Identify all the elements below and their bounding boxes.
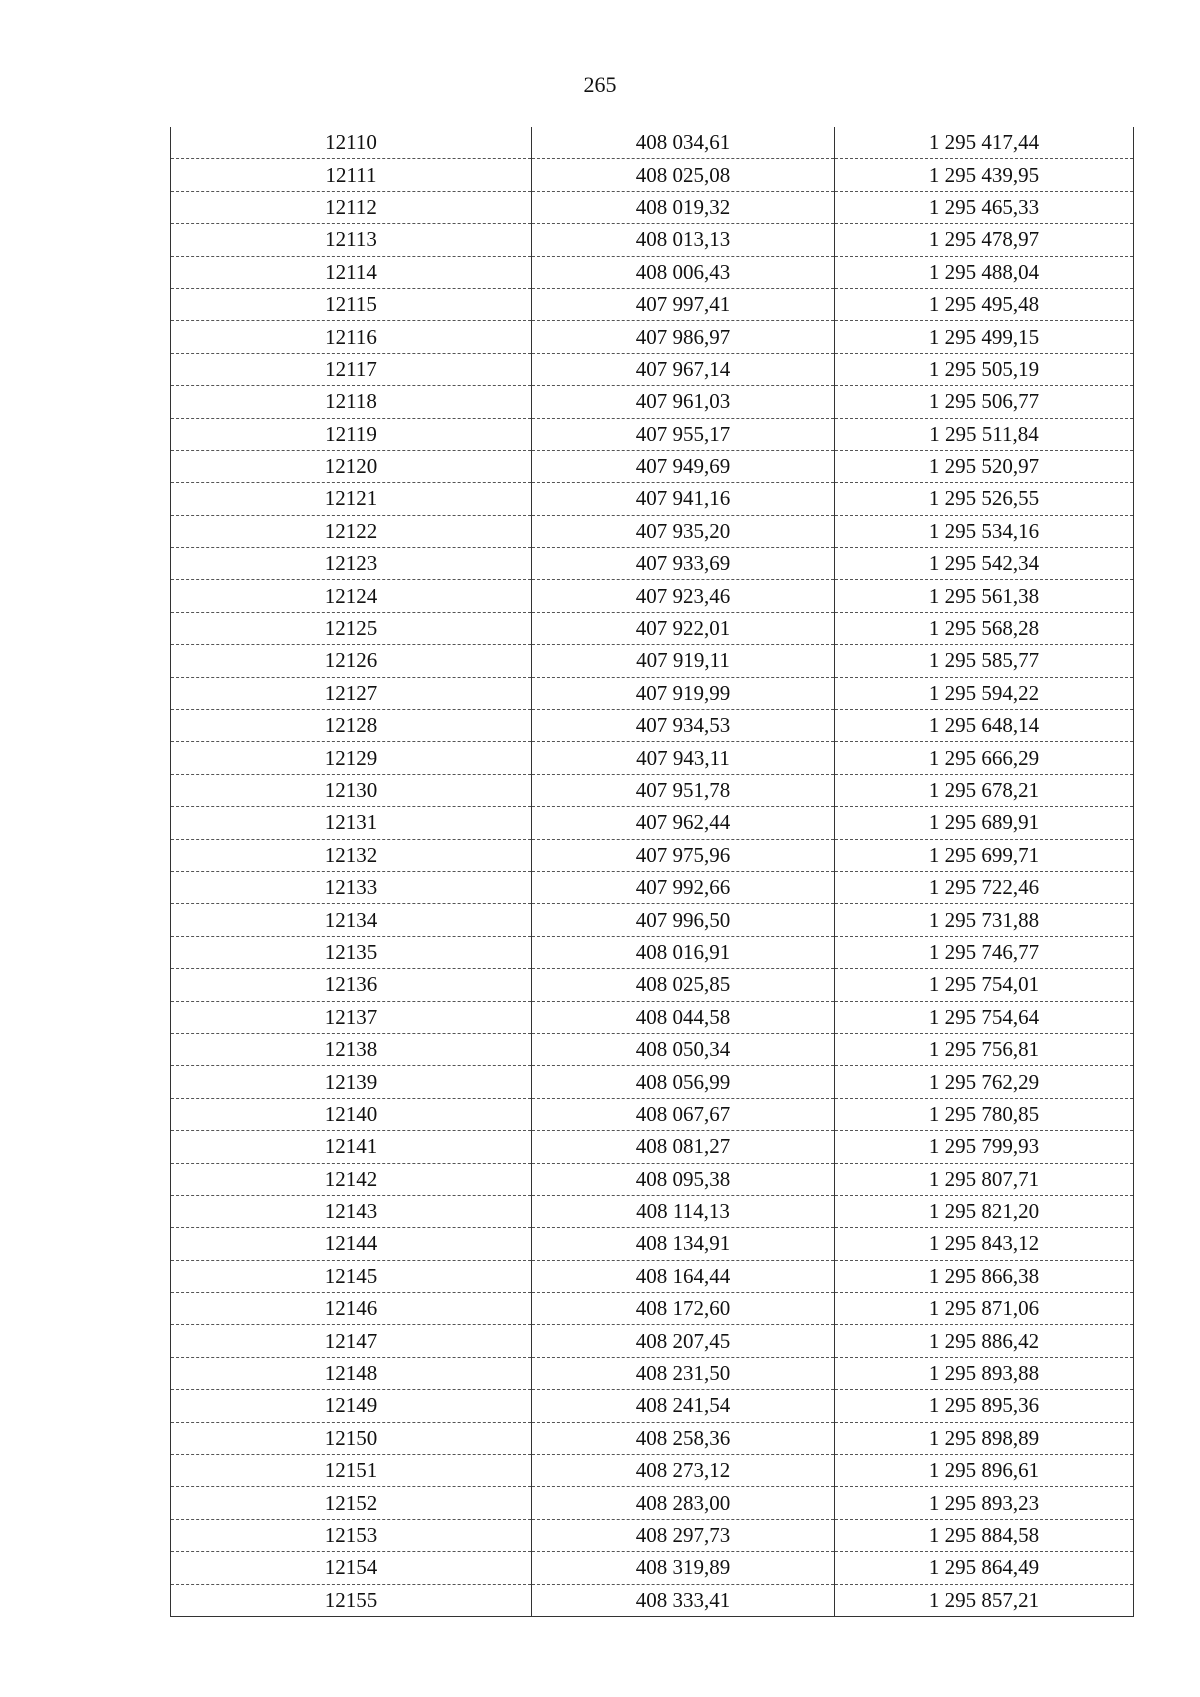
- y-coordinate-cell: 1 295 754,64: [835, 1001, 1134, 1033]
- x-coordinate-cell: 408 164,44: [532, 1260, 835, 1292]
- x-coordinate-cell: 408 025,08: [532, 159, 835, 191]
- point-number-cell: 12118: [171, 386, 532, 418]
- point-number-cell: 12134: [171, 904, 532, 936]
- y-coordinate-cell: 1 295 754,01: [835, 969, 1134, 1001]
- point-number-cell: 12125: [171, 612, 532, 644]
- x-coordinate-cell: 408 134,91: [532, 1228, 835, 1260]
- table-row: [171, 969, 1134, 1001]
- point-number-cell: 12124: [171, 580, 532, 612]
- x-coordinate-cell: 407 923,46: [532, 580, 835, 612]
- point-number-cell: 12139: [171, 1066, 532, 1098]
- point-number-cell: 12112: [171, 191, 532, 223]
- point-number-cell: 12141: [171, 1131, 532, 1163]
- point-number-cell: 12121: [171, 483, 532, 515]
- y-coordinate-cell: 1 295 866,38: [835, 1260, 1134, 1292]
- point-number-cell: 12115: [171, 288, 532, 320]
- x-coordinate-cell: 407 961,03: [532, 386, 835, 418]
- x-coordinate-cell: 408 019,32: [532, 191, 835, 223]
- point-number-cell: 12122: [171, 515, 532, 547]
- table-row: [171, 1357, 1134, 1389]
- y-coordinate-cell: 1 295 499,15: [835, 321, 1134, 353]
- x-coordinate-cell: 408 016,91: [532, 936, 835, 968]
- point-number-cell: 12153: [171, 1519, 532, 1551]
- x-coordinate-cell: 407 962,44: [532, 807, 835, 839]
- x-coordinate-cell: 408 095,38: [532, 1163, 835, 1195]
- point-number-cell: 12152: [171, 1487, 532, 1519]
- x-coordinate-cell: 408 207,45: [532, 1325, 835, 1357]
- y-coordinate-cell: 1 295 699,71: [835, 839, 1134, 871]
- x-coordinate-cell: 408 273,12: [532, 1455, 835, 1487]
- point-number-cell: 12147: [171, 1325, 532, 1357]
- point-number-cell: 12111: [171, 159, 532, 191]
- coordinates-table: [170, 127, 1134, 1617]
- table-row: [171, 515, 1134, 547]
- y-coordinate-cell: 1 295 864,49: [835, 1552, 1134, 1584]
- point-number-cell: 12132: [171, 839, 532, 871]
- table-row: [171, 1552, 1134, 1584]
- point-number-cell: 12136: [171, 969, 532, 1001]
- x-coordinate-cell: 408 006,43: [532, 256, 835, 288]
- table-row: [171, 548, 1134, 580]
- y-coordinate-cell: 1 295 561,38: [835, 580, 1134, 612]
- table-row: [171, 1519, 1134, 1551]
- y-coordinate-cell: 1 295 478,97: [835, 224, 1134, 256]
- y-coordinate-cell: 1 295 666,29: [835, 742, 1134, 774]
- table-row: [171, 321, 1134, 353]
- y-coordinate-cell: 1 295 895,36: [835, 1390, 1134, 1422]
- x-coordinate-cell: 407 935,20: [532, 515, 835, 547]
- y-coordinate-cell: 1 295 585,77: [835, 645, 1134, 677]
- x-coordinate-cell: 408 319,89: [532, 1552, 835, 1584]
- x-coordinate-cell: 407 934,53: [532, 710, 835, 742]
- point-number-cell: 12114: [171, 256, 532, 288]
- y-coordinate-cell: 1 295 884,58: [835, 1519, 1134, 1551]
- table-row: [171, 1293, 1134, 1325]
- y-coordinate-cell: 1 295 896,61: [835, 1455, 1134, 1487]
- table-row: [171, 1033, 1134, 1065]
- y-coordinate-cell: 1 295 417,44: [835, 127, 1134, 159]
- x-coordinate-cell: 408 241,54: [532, 1390, 835, 1422]
- point-number-cell: 12154: [171, 1552, 532, 1584]
- table-row: [171, 1001, 1134, 1033]
- y-coordinate-cell: 1 295 857,21: [835, 1584, 1134, 1616]
- table-row: [171, 612, 1134, 644]
- y-coordinate-cell: 1 295 511,84: [835, 418, 1134, 450]
- point-number-cell: 12149: [171, 1390, 532, 1422]
- y-coordinate-cell: 1 295 594,22: [835, 677, 1134, 709]
- table-row: [171, 256, 1134, 288]
- table-row: [171, 839, 1134, 871]
- y-coordinate-cell: 1 295 488,04: [835, 256, 1134, 288]
- point-number-cell: 12133: [171, 871, 532, 903]
- point-number-cell: 12128: [171, 710, 532, 742]
- table-row: [171, 386, 1134, 418]
- x-coordinate-cell: 407 949,69: [532, 450, 835, 482]
- x-coordinate-cell: 407 955,17: [532, 418, 835, 450]
- point-number-cell: 12150: [171, 1422, 532, 1454]
- x-coordinate-cell: 408 034,61: [532, 127, 835, 159]
- y-coordinate-cell: 1 295 762,29: [835, 1066, 1134, 1098]
- point-number-cell: 12127: [171, 677, 532, 709]
- x-coordinate-cell: 407 919,99: [532, 677, 835, 709]
- point-number-cell: 12140: [171, 1098, 532, 1130]
- point-number-cell: 12138: [171, 1033, 532, 1065]
- y-coordinate-cell: 1 295 505,19: [835, 353, 1134, 385]
- x-coordinate-cell: 408 013,13: [532, 224, 835, 256]
- table-row: [171, 1487, 1134, 1519]
- table-row: [171, 1066, 1134, 1098]
- point-number-cell: 12116: [171, 321, 532, 353]
- x-coordinate-cell: 408 050,34: [532, 1033, 835, 1065]
- y-coordinate-cell: 1 295 534,16: [835, 515, 1134, 547]
- y-coordinate-cell: 1 295 495,48: [835, 288, 1134, 320]
- point-number-cell: 12123: [171, 548, 532, 580]
- x-coordinate-cell: 407 922,01: [532, 612, 835, 644]
- x-coordinate-cell: 407 997,41: [532, 288, 835, 320]
- table-row: [171, 1390, 1134, 1422]
- y-coordinate-cell: 1 295 506,77: [835, 386, 1134, 418]
- table-row: [171, 580, 1134, 612]
- y-coordinate-cell: 1 295 731,88: [835, 904, 1134, 936]
- y-coordinate-cell: 1 295 821,20: [835, 1195, 1134, 1227]
- y-coordinate-cell: 1 295 886,42: [835, 1325, 1134, 1357]
- point-number-cell: 12126: [171, 645, 532, 677]
- table-row: [171, 288, 1134, 320]
- table-row: [171, 871, 1134, 903]
- x-coordinate-cell: 408 231,50: [532, 1357, 835, 1389]
- point-number-cell: 12117: [171, 353, 532, 385]
- table-row: [171, 224, 1134, 256]
- point-number-cell: 12142: [171, 1163, 532, 1195]
- point-number-cell: 12143: [171, 1195, 532, 1227]
- table-row: [171, 904, 1134, 936]
- y-coordinate-cell: 1 295 465,33: [835, 191, 1134, 223]
- table-row: [171, 1195, 1134, 1227]
- table-row: [171, 1228, 1134, 1260]
- table-row: [171, 1584, 1134, 1616]
- table-row: [171, 1131, 1134, 1163]
- point-number-cell: 12119: [171, 418, 532, 450]
- x-coordinate-cell: 408 044,58: [532, 1001, 835, 1033]
- table-row: [171, 645, 1134, 677]
- table-row: [171, 1455, 1134, 1487]
- x-coordinate-cell: 408 081,27: [532, 1131, 835, 1163]
- x-coordinate-cell: 407 986,97: [532, 321, 835, 353]
- y-coordinate-cell: 1 295 843,12: [835, 1228, 1134, 1260]
- table-row: [171, 1098, 1134, 1130]
- point-number-cell: 12145: [171, 1260, 532, 1292]
- y-coordinate-cell: 1 295 722,46: [835, 871, 1134, 903]
- y-coordinate-cell: 1 295 807,71: [835, 1163, 1134, 1195]
- point-number-cell: 12120: [171, 450, 532, 482]
- y-coordinate-cell: 1 295 689,91: [835, 807, 1134, 839]
- table-row: [171, 1422, 1134, 1454]
- point-number-cell: 12129: [171, 742, 532, 774]
- x-coordinate-cell: 407 967,14: [532, 353, 835, 385]
- point-number-cell: 12151: [171, 1455, 532, 1487]
- table-row: [171, 159, 1134, 191]
- x-coordinate-cell: 407 992,66: [532, 871, 835, 903]
- table-row: [171, 1325, 1134, 1357]
- x-coordinate-cell: 407 919,11: [532, 645, 835, 677]
- y-coordinate-cell: 1 295 568,28: [835, 612, 1134, 644]
- y-coordinate-cell: 1 295 526,55: [835, 483, 1134, 515]
- y-coordinate-cell: 1 295 756,81: [835, 1033, 1134, 1065]
- x-coordinate-cell: 408 258,36: [532, 1422, 835, 1454]
- y-coordinate-cell: 1 295 871,06: [835, 1293, 1134, 1325]
- x-coordinate-cell: 407 943,11: [532, 742, 835, 774]
- x-coordinate-cell: 407 975,96: [532, 839, 835, 871]
- point-number-cell: 12148: [171, 1357, 532, 1389]
- table-row: [171, 807, 1134, 839]
- point-number-cell: 12135: [171, 936, 532, 968]
- point-number-cell: 12144: [171, 1228, 532, 1260]
- y-coordinate-cell: 1 295 893,88: [835, 1357, 1134, 1389]
- table-row: [171, 418, 1134, 450]
- table-row: [171, 1163, 1134, 1195]
- y-coordinate-cell: 1 295 542,34: [835, 548, 1134, 580]
- x-coordinate-cell: 408 114,13: [532, 1195, 835, 1227]
- point-number-cell: 12110: [171, 127, 532, 159]
- point-number-cell: 12113: [171, 224, 532, 256]
- y-coordinate-cell: 1 295 520,97: [835, 450, 1134, 482]
- x-coordinate-cell: 407 951,78: [532, 774, 835, 806]
- x-coordinate-cell: 408 297,73: [532, 1519, 835, 1551]
- point-number-cell: 12137: [171, 1001, 532, 1033]
- table-row: [171, 127, 1134, 159]
- point-number-cell: 12146: [171, 1293, 532, 1325]
- point-number-cell: 12131: [171, 807, 532, 839]
- y-coordinate-cell: 1 295 799,93: [835, 1131, 1134, 1163]
- page-number: 265: [583, 72, 617, 97]
- table-row: [171, 450, 1134, 482]
- y-coordinate-cell: 1 295 678,21: [835, 774, 1134, 806]
- table-row: [171, 774, 1134, 806]
- y-coordinate-cell: 1 295 746,77: [835, 936, 1134, 968]
- x-coordinate-cell: 408 283,00: [532, 1487, 835, 1519]
- table-row: [171, 936, 1134, 968]
- x-coordinate-cell: 408 025,85: [532, 969, 835, 1001]
- x-coordinate-cell: 408 333,41: [532, 1584, 835, 1616]
- y-coordinate-cell: 1 295 439,95: [835, 159, 1134, 191]
- y-coordinate-cell: 1 295 780,85: [835, 1098, 1134, 1130]
- point-number-cell: 12155: [171, 1584, 532, 1616]
- x-coordinate-cell: 407 941,16: [532, 483, 835, 515]
- table-row: [171, 353, 1134, 385]
- table-row: [171, 191, 1134, 223]
- x-coordinate-cell: 407 933,69: [532, 548, 835, 580]
- y-coordinate-cell: 1 295 893,23: [835, 1487, 1134, 1519]
- y-coordinate-cell: 1 295 898,89: [835, 1422, 1134, 1454]
- table-row: [171, 677, 1134, 709]
- point-number-cell: 12130: [171, 774, 532, 806]
- table-row: [171, 742, 1134, 774]
- coordinates-table-body: [171, 127, 1134, 1616]
- table-row: [171, 483, 1134, 515]
- table-row: [171, 1260, 1134, 1292]
- x-coordinate-cell: 408 067,67: [532, 1098, 835, 1130]
- x-coordinate-cell: 408 172,60: [532, 1293, 835, 1325]
- table-row: [171, 710, 1134, 742]
- y-coordinate-cell: 1 295 648,14: [835, 710, 1134, 742]
- x-coordinate-cell: 408 056,99: [532, 1066, 835, 1098]
- x-coordinate-cell: 407 996,50: [532, 904, 835, 936]
